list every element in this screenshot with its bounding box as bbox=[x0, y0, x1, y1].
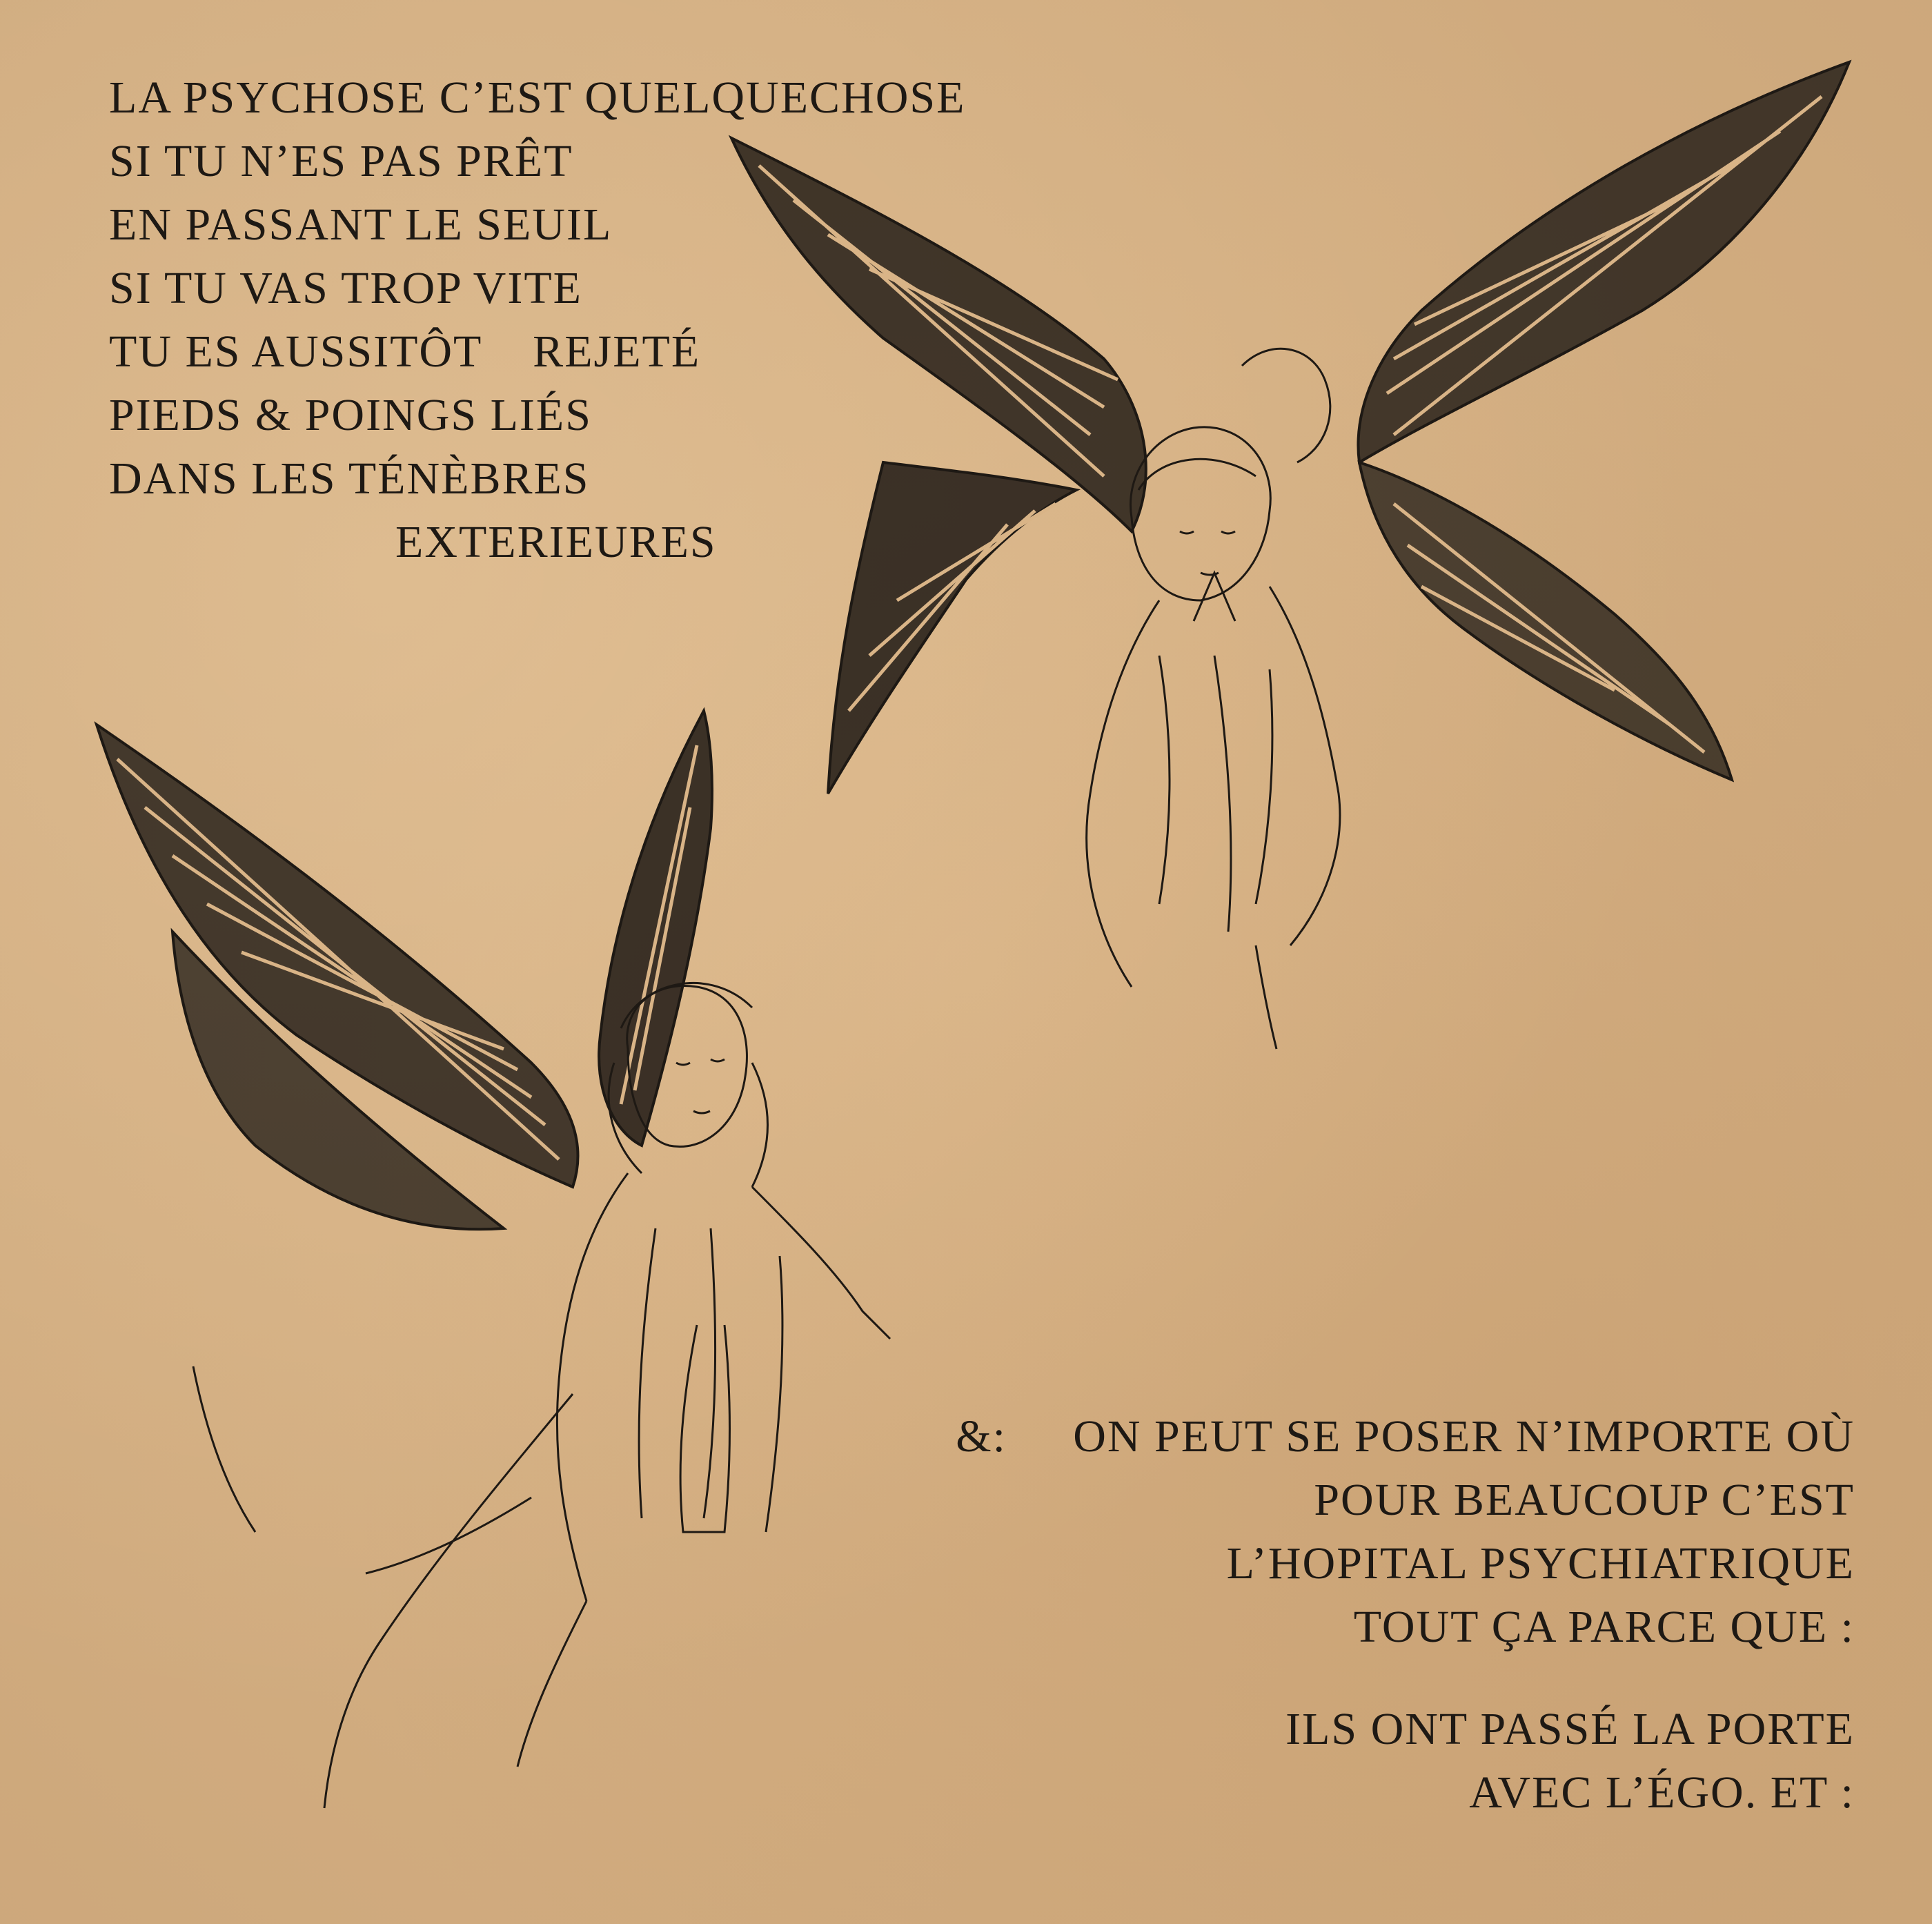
right-wing-icon bbox=[1358, 62, 1849, 780]
poem-line: PIEDS & POINGS LIÉS bbox=[109, 390, 592, 440]
left-wing-icon bbox=[731, 138, 1146, 794]
poem-line: TOUT ÇA PARCE QUE : bbox=[1353, 1602, 1855, 1652]
poem-line: ON PEUT SE POSER N’IMPORTE OÙ bbox=[1073, 1411, 1855, 1462]
poem-line: TU ES AUSSITÔT REJETÉ bbox=[109, 326, 701, 377]
left-wing-icon bbox=[97, 725, 578, 1229]
poem-line: L’HOPITAL PSYCHIATRIQUE bbox=[1226, 1538, 1855, 1589]
poem-line: SI TU VAS TROP VITE bbox=[109, 263, 582, 313]
poem-line: EN PASSANT LE SEUIL bbox=[109, 199, 613, 250]
poem-line: POUR BEAUCOUP C’EST bbox=[1314, 1475, 1855, 1525]
pointing-angel-illustration bbox=[90, 704, 904, 1822]
poem-bottom bbox=[956, 1405, 1855, 1825]
poem-line: AVEC L’ÉGO. ET : bbox=[1469, 1767, 1855, 1818]
poem-line: DANS LES TÉNÈBRES bbox=[109, 453, 590, 504]
poem-lead-ampersand: &: bbox=[956, 1411, 1007, 1462]
poem-line: ILS ONT PASSÉ LA PORTE bbox=[1285, 1704, 1855, 1754]
poem-line: SI TU N’ES PAS PRÊT bbox=[109, 136, 573, 186]
poem-line: EXTERIEURES bbox=[395, 517, 717, 567]
right-wing-icon bbox=[599, 711, 712, 1146]
poem-line: LA PSYCHOSE C’EST QUELQUECHOSE bbox=[109, 72, 966, 123]
